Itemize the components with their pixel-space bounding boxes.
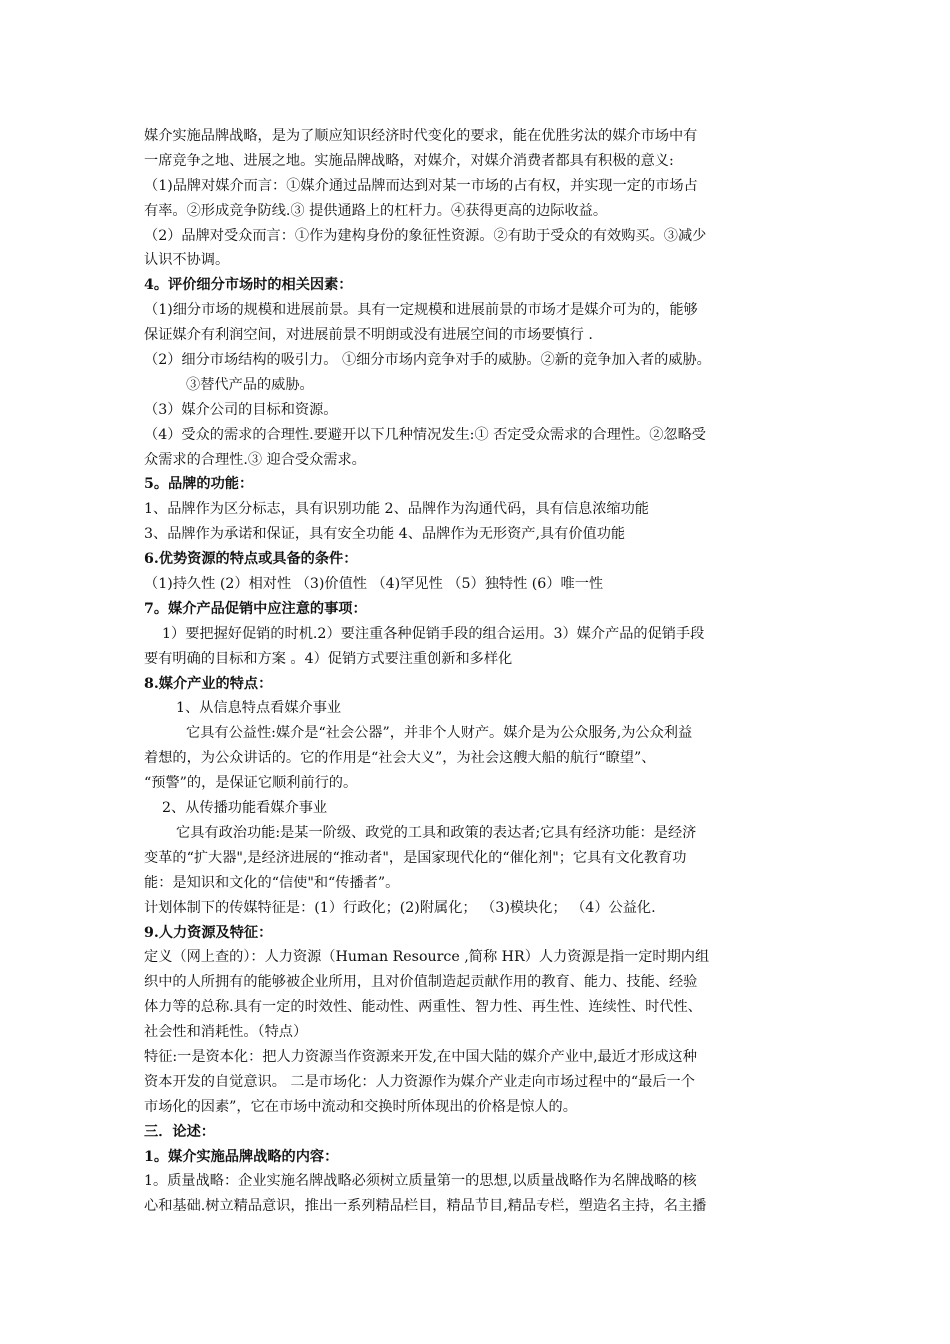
section-heading: 1。媒介实施品牌战略的内容： [144,1148,339,1165]
text-line: 认识不协调。 [144,252,230,269]
text-line: 1。质量战略：企业实施名牌战略必须树立质量第一的思想,以质量战略作为名牌战略的核 [144,1173,697,1190]
section-heading: 4。评价细分市场时的相关因素： [144,277,353,294]
text-line: 资本开发的自觉意识。 二是市场化：人力资源作为媒介产业走向市场过程中的“最后一个 [144,1073,695,1090]
text-line: “预警”的，是保证它顺利前行的。 [144,775,358,792]
text-line: 有率。②形成竞争防线.③ 提供通路上的杠杆力。④获得更高的边际收益。 [144,202,608,219]
text-line: 定义（网上查的）：人力资源（Human Resource ,简称 HR）人力资源是指一定时期内组 [144,949,710,966]
section-heading: 三．论述： [144,1123,215,1140]
text-line: 一席竞争之地、进展之地。实施品牌战略，对媒介，对媒介消费者都具有积极的意义: [144,152,674,169]
text-line: ③替代产品的威胁。 [186,376,314,393]
text-line: （4）受众的需求的合理性.要避开以下几种情况发生:① 否定受众需求的合理性。②忽略受 [144,426,706,443]
text-line: （1)品牌对媒介而言：①媒介通过品牌而达到对某一市场的占有权，并实现一定的市场占 [144,177,698,194]
text-line: 1、从信息特点看媒介事业 [176,700,342,717]
section-heading: 6.优势资源的特点或具备的条件： [144,551,358,568]
text-line: 3、品牌作为承诺和保证，具有安全功能 4、品牌作为无形资产,具有价值功能 [144,526,626,543]
document-body [144,124,814,1219]
text-line: 保证媒介有利润空间，对进展前景不明朗或没有进展空间的市场要慎行 . [144,327,593,344]
text-line: （3）媒介公司的目标和资源。 [144,401,338,418]
text-line: 变革的“扩大器",是经济进展的“推动者"，是国家现代化的“催化剂"；它具有文化教育功 [144,849,687,866]
text-line: 着想的，为公众讲话的。它的作用是“社会大义”，为社会这艘大船的航行“瞭望”、 [144,750,656,767]
text-line: 媒介实施品牌战略，是为了顺应知识经济时代变化的要求，能在优胜劣汰的媒介市场中有 [144,128,698,144]
text-line: 它具有公益性:媒介是“社会公器”，并非个人财产。媒介是为公众服务,为公众利益 [186,725,693,742]
section-heading: 9.人力资源及特征： [144,924,273,941]
section-heading: 5。品牌的功能： [144,476,254,493]
text-line: 1）要把握好促销的时机.2）要注重各种促销手段的组合运用。3）媒介产品的促销手段 [162,625,705,642]
text-line: 要有明确的目标和方案 。4）促销方式要注重创新和多样化 [144,650,513,667]
text-line: 2、从传播功能看媒介事业 [162,800,328,817]
text-line: 市场化的因素”，它在市场中流动和交换时所体现出的价格是惊人的。 [144,1098,577,1115]
text-line: 社会性和消耗性。（特点） [144,1024,308,1041]
text-line: 织中的人所拥有的能够被企业所用，且对价值制造起贡献作用的教育、能力、技能、经验 [144,974,698,991]
text-line: （2）细分市场结构的吸引力。 ①细分市场内竞争对手的威胁。②新的竞争加入者的威胁。 [144,352,711,369]
text-line: （1)细分市场的规模和进展前景。具有一定规模和进展前景的市场才是媒介可为的，能够 [144,302,698,319]
text-line: 能：是知识和文化的“信使"和“传播者”。 [144,874,400,891]
section-heading: 8.媒介产业的特点： [144,675,273,692]
text-line: 计划体制下的传媒特征是：(1）行政化；(2)附属化； （3)模块化； （4）公益化. [144,899,656,916]
text-line: 特征:一是资本化：把人力资源当作资源来开发,在中国大陆的媒介产业中,最近才形成这种 [144,1048,697,1065]
text-line: 它具有政治功能:是某一阶级、政党的工具和政策的表达者;它具有经济功能：是经济 [176,824,697,841]
text-line: 心和基础.树立精品意识，推出一系列精品栏目，精品节目,精品专栏，塑造名主持，名主播 [144,1198,707,1215]
text-line: 1、品牌作为区分标志，具有识别功能 2、品牌作为沟通代码，具有信息浓缩功能 [144,501,649,518]
text-line: （2）品牌对受众而言：①作为建构身份的象征性资源。②有助于受众的有效购买。③减少 [144,227,707,244]
section-heading: 7。媒介产品促销中应注意的事项： [144,600,367,617]
text-line: 众需求的合理性.③ 迎合受众需求。 [144,451,366,468]
text-line: 体力等的总称.具有一定的时效性、能动性、两重性、智力性、再生性、连续性、时代性、 [144,999,702,1016]
text-line: （1)持久性 (2）相对性 （3)价值性 （4)罕见性 （5）独特性 (6）唯一性 [144,576,604,593]
